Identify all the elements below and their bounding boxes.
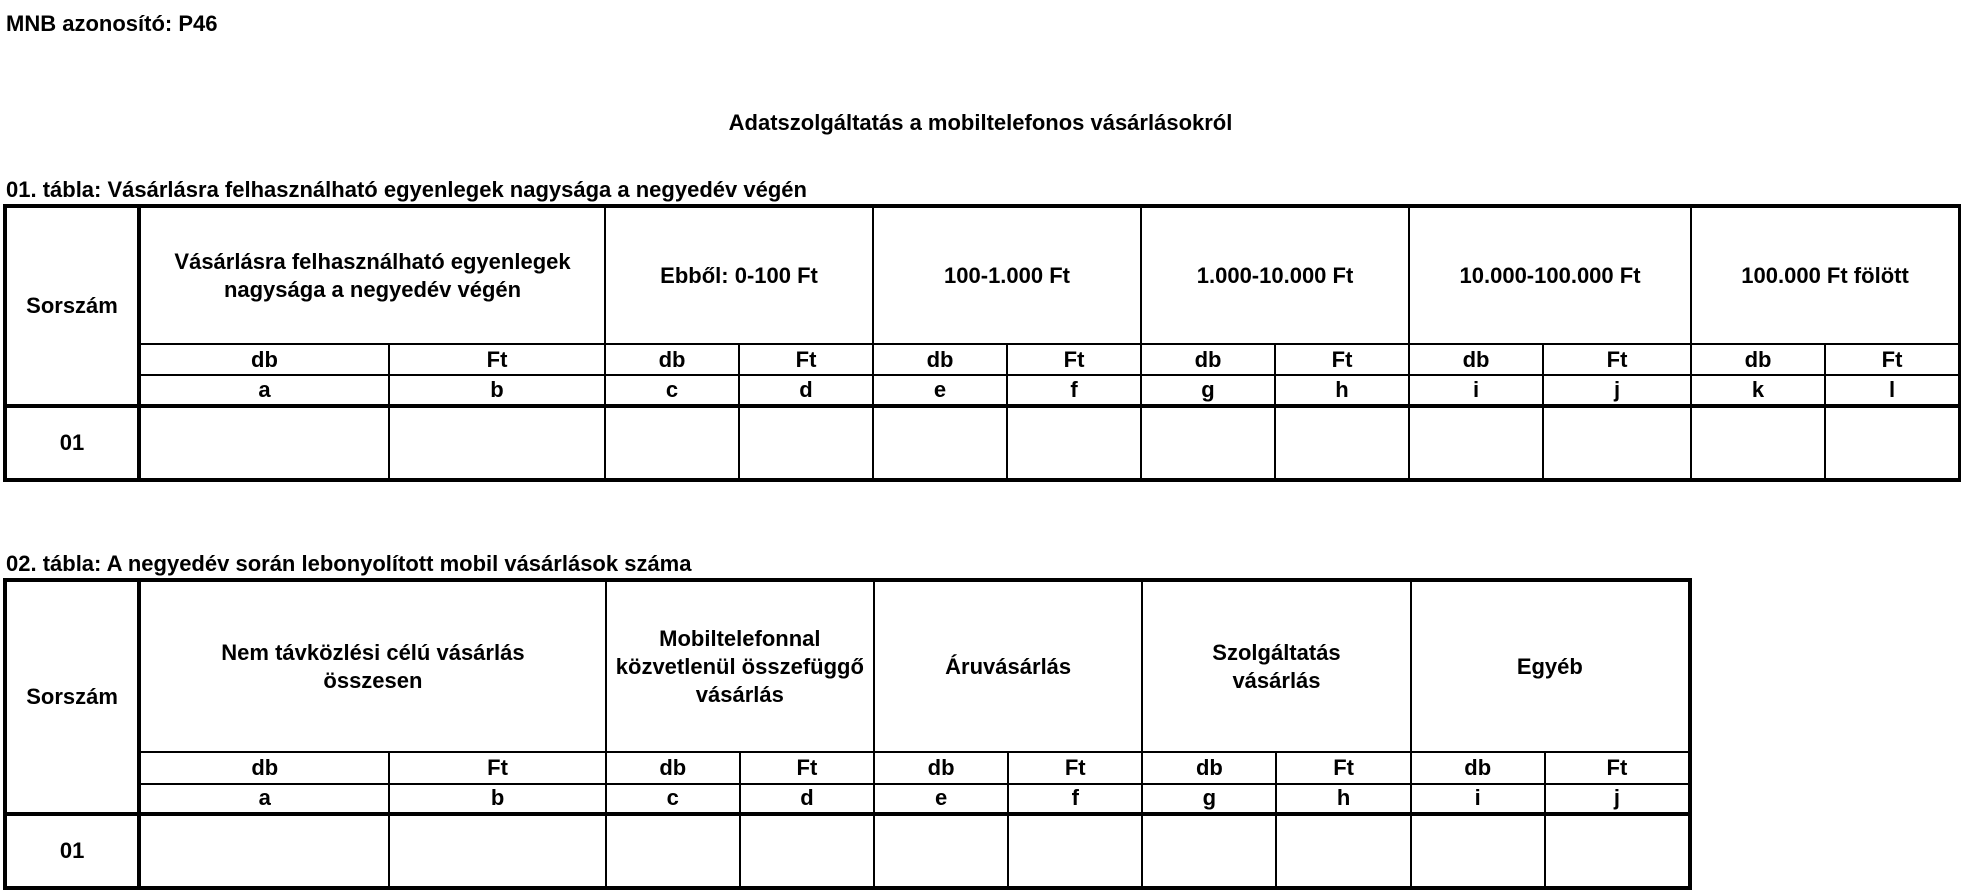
table-2-unit-row xyxy=(5,752,1690,783)
table-2-group-header: Szolgáltatás vásárlás xyxy=(1142,580,1410,752)
table-2-group-header: Mobiltelefonnal közvetlenül összefüggő vásárlás xyxy=(606,580,874,752)
unit-header: Ft xyxy=(1276,752,1410,783)
column-letter: g xyxy=(1142,784,1276,814)
column-letter: a xyxy=(139,375,389,405)
table-2-letter-row xyxy=(5,784,1690,814)
data-cell-h[interactable] xyxy=(1276,814,1410,888)
column-letter: h xyxy=(1275,375,1409,405)
table-1-group-header-row xyxy=(5,206,1960,344)
column-letter: a xyxy=(139,784,389,814)
column-letter: f xyxy=(1007,375,1141,405)
column-letter: f xyxy=(1008,784,1142,814)
table-1-group-header: 10.000-100.000 Ft xyxy=(1409,206,1691,344)
column-letter: j xyxy=(1543,375,1691,405)
data-cell-l[interactable] xyxy=(1825,406,1960,480)
page-title: Adatszolgáltatás a mobiltelefonos vásárlásokról xyxy=(728,110,1233,135)
data-cell-f[interactable] xyxy=(1008,814,1142,888)
column-letter: d xyxy=(739,375,873,405)
data-cell-a[interactable] xyxy=(139,406,389,480)
table-2 xyxy=(3,578,1692,890)
table-1-letter-row xyxy=(5,375,1960,405)
data-cell-j[interactable] xyxy=(1543,406,1691,480)
column-letter: b xyxy=(389,375,605,405)
unit-header: Ft xyxy=(1545,752,1690,783)
data-cell-h[interactable] xyxy=(1275,406,1409,480)
column-letter: g xyxy=(1141,375,1275,405)
unit-header: db xyxy=(139,752,389,783)
unit-header: Ft xyxy=(389,344,605,375)
data-cell-d[interactable] xyxy=(739,406,873,480)
unit-header: Ft xyxy=(389,752,605,783)
data-cell-i[interactable] xyxy=(1411,814,1545,888)
column-letter: c xyxy=(605,375,739,405)
data-cell-e[interactable] xyxy=(873,406,1007,480)
column-letter: c xyxy=(606,784,740,814)
data-cell-b[interactable] xyxy=(389,814,605,888)
data-cell-e[interactable] xyxy=(874,814,1008,888)
column-letter: j xyxy=(1545,784,1690,814)
data-cell-k[interactable] xyxy=(1691,406,1825,480)
data-cell-a[interactable] xyxy=(139,814,389,888)
column-letter: d xyxy=(740,784,874,814)
row-number: 01 xyxy=(5,814,139,888)
unit-header: db xyxy=(606,752,740,783)
data-cell-f[interactable] xyxy=(1007,406,1141,480)
row-number: 01 xyxy=(5,406,139,480)
table-row xyxy=(5,406,1960,480)
table-1-caption: 01. tábla: Vásárlásra felhasználható egyenlegek nagysága a negyedév végén xyxy=(6,177,807,202)
unit-header: Ft xyxy=(1008,752,1142,783)
data-cell-b[interactable] xyxy=(389,406,605,480)
column-letter: k xyxy=(1691,375,1825,405)
unit-header: db xyxy=(873,344,1007,375)
data-cell-c[interactable] xyxy=(605,406,739,480)
column-letter: e xyxy=(874,784,1008,814)
column-letter: e xyxy=(873,375,1007,405)
unit-header: db xyxy=(874,752,1008,783)
column-letter: l xyxy=(1825,375,1960,405)
unit-header: Ft xyxy=(1275,344,1409,375)
table-1-unit-row xyxy=(5,344,1960,375)
data-cell-i[interactable] xyxy=(1409,406,1543,480)
unit-header: Ft xyxy=(1007,344,1141,375)
unit-header: db xyxy=(1142,752,1276,783)
table-2-group-header: Áruvásárlás xyxy=(874,580,1142,752)
table-2-group-header-row xyxy=(5,580,1690,752)
data-cell-j[interactable] xyxy=(1545,814,1690,888)
data-cell-g[interactable] xyxy=(1141,406,1275,480)
column-letter: h xyxy=(1276,784,1410,814)
unit-header: db xyxy=(139,344,389,375)
unit-header: db xyxy=(1691,344,1825,375)
mnb-identifier: MNB azonosító: P46 xyxy=(6,11,218,36)
table-1-group-header: Vásárlásra felhasználható egyenlegek nagysága a negyedév végén xyxy=(139,206,605,344)
unit-header: db xyxy=(1409,344,1543,375)
table-2-caption: 02. tábla: A negyedév során lebonyolított mobil vásárlások száma xyxy=(6,551,692,576)
table-1-group-header: 100-1.000 Ft xyxy=(873,206,1141,344)
unit-header: db xyxy=(1141,344,1275,375)
unit-header: Ft xyxy=(740,752,874,783)
column-letter: b xyxy=(389,784,605,814)
table-1-sorszam-header: Sorszám xyxy=(5,206,139,406)
table-1 xyxy=(3,204,1961,482)
unit-header: Ft xyxy=(1543,344,1691,375)
unit-header: db xyxy=(605,344,739,375)
data-cell-c[interactable] xyxy=(606,814,740,888)
data-cell-g[interactable] xyxy=(1142,814,1276,888)
column-letter: i xyxy=(1409,375,1543,405)
unit-header: Ft xyxy=(1825,344,1960,375)
table-2-sorszam-header: Sorszám xyxy=(5,580,139,814)
column-letter: i xyxy=(1411,784,1545,814)
data-cell-d[interactable] xyxy=(740,814,874,888)
table-row xyxy=(5,814,1690,888)
table-2-group-header: Nem távközlési célú vásárlás összesen xyxy=(139,580,606,752)
table-1-group-header: 100.000 Ft fölött xyxy=(1691,206,1960,344)
table-2-group-header: Egyéb xyxy=(1411,580,1690,752)
table-1-group-header: Ebből: 0-100 Ft xyxy=(605,206,873,344)
unit-header: Ft xyxy=(739,344,873,375)
table-1-group-header: 1.000-10.000 Ft xyxy=(1141,206,1409,344)
unit-header: db xyxy=(1411,752,1545,783)
